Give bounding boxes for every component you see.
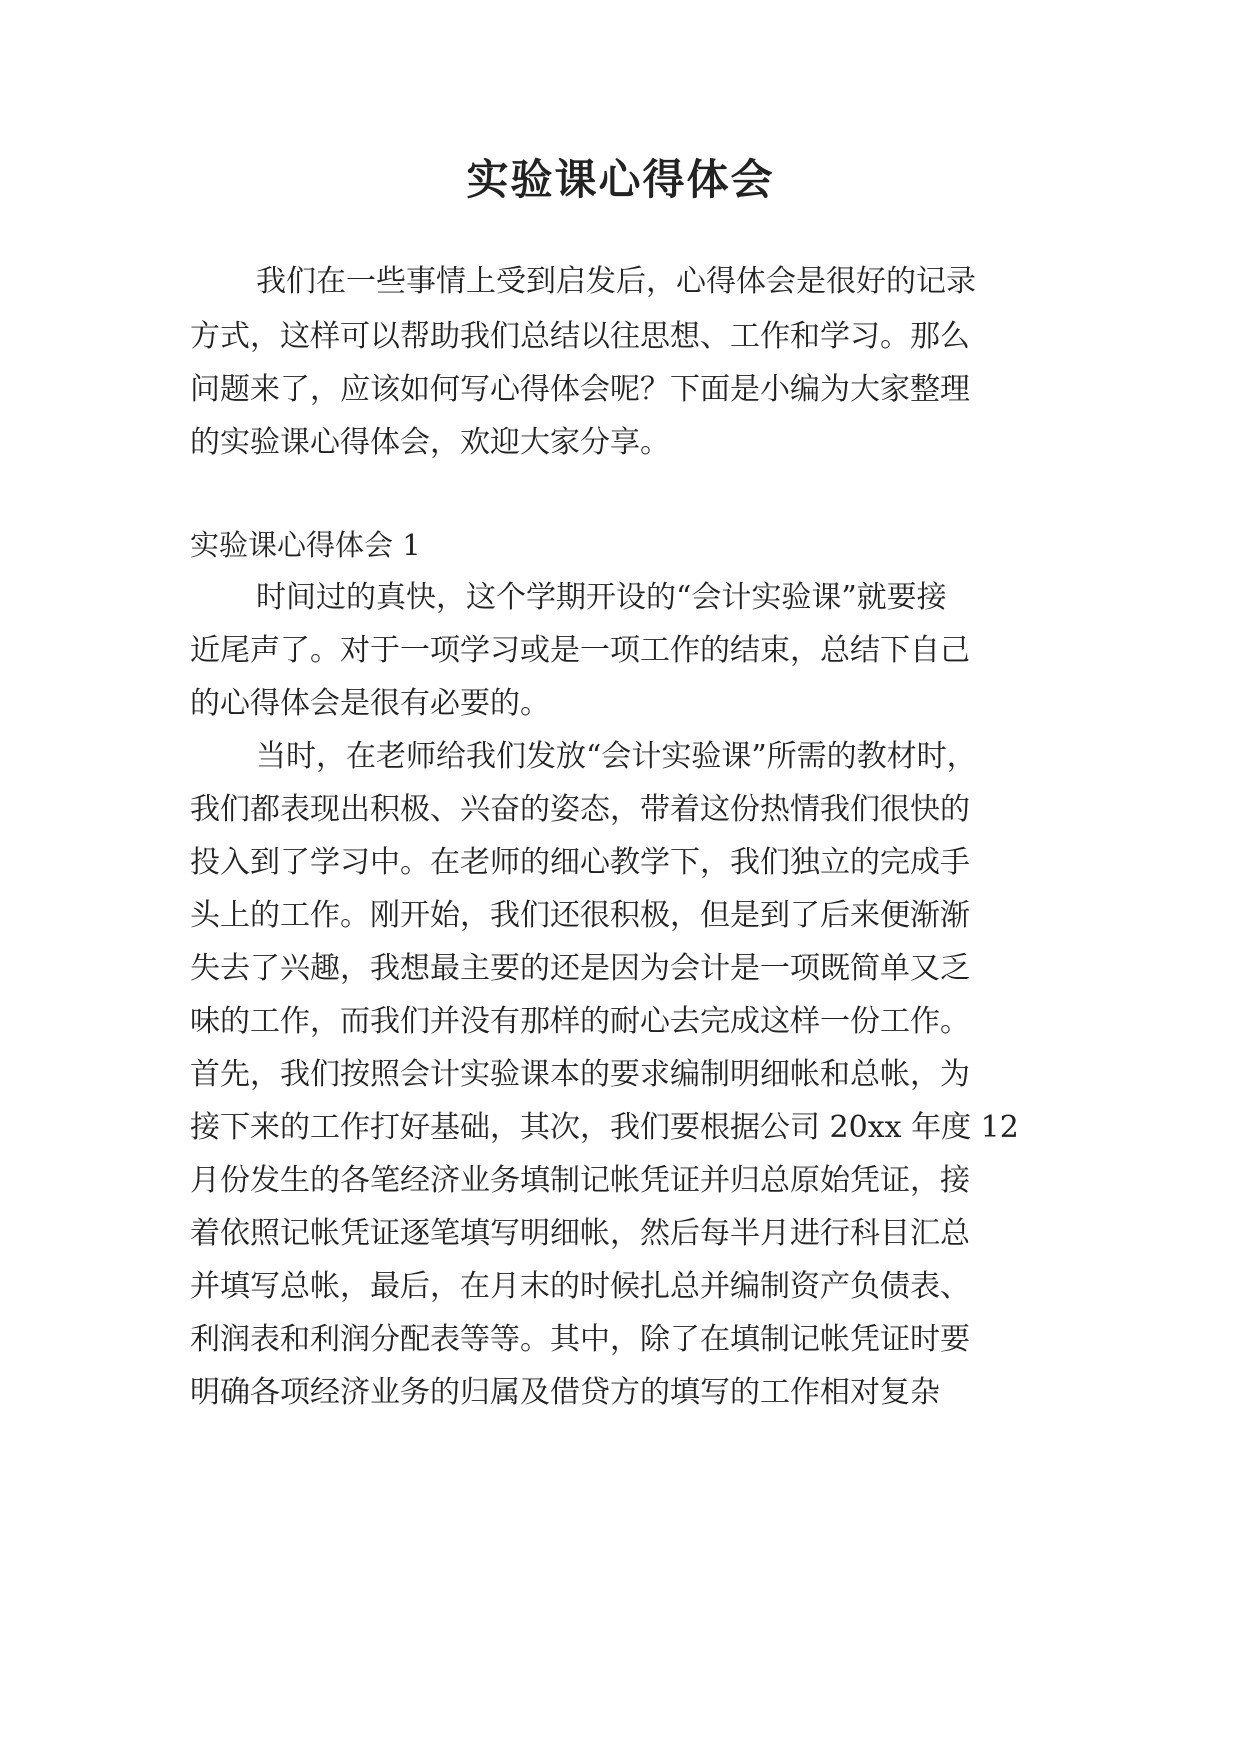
paragraph1-line-3: 的心得体会是很有必要的。 [190,686,550,721]
intro-line-4: 的实验课心得体会，欢迎大家分享。 [190,425,670,460]
paragraph2-line-2: 我们都表现出积极、兴奋的姿态，带着这份热情我们很快的 [190,792,970,827]
intro-line-2: 方式，这样可以帮助我们总结以往思想、工作和学习。那么 [190,319,970,354]
paragraph2-line-1: 当时，在老师给我们发放“会计实验课”所需的教材时， [256,739,977,774]
paragraph2-line-13: 明确各项经济业务的归属及借贷方的填写的工作相对复杂 [190,1375,940,1410]
paragraph2-line-6: 味的工作，而我们并没有那样的耐心去完成这样一份工作。 [190,1004,970,1039]
intro-line-1: 我们在一些事情上受到启发后，心得体会是很好的记录 [256,264,976,299]
paragraph1-line-1: 时间过的真快，这个学期开设的“会计实验课”就要接 [256,580,947,615]
paragraph2-line-9: 月份发生的各笔经济业务填制记帐凭证并归总原始凭证，接 [190,1163,970,1198]
paragraph2-line-8: 接下来的工作打好基础，其次，我们要根据公司 20xx 年度 12 [190,1110,1019,1145]
paragraph2-line-5: 失去了兴趣，我想最主要的还是因为会计是一项既简单又乏 [190,951,970,986]
paragraph2-line-7: 首先，我们按照会计实验课本的要求编制明细帐和总帐，为 [190,1057,970,1092]
document-title: 实验课心得体会 [466,155,775,204]
section-heading: 实验课心得体会 1 [190,528,421,562]
paragraph2-line-12: 利润表和利润分配表等等。其中，除了在填制记帐凭证时要 [190,1322,970,1357]
intro-line-3: 问题来了，应该如何写心得体会呢？下面是小编为大家整理 [190,372,970,407]
paragraph1-line-2: 近尾声了。对于一项学习或是一项工作的结束，总结下自己 [190,633,970,668]
paragraph2-line-11: 并填写总帐，最后，在月末的时候扎总并编制资产负债表、 [190,1269,970,1304]
paragraph2-line-3: 投入到了学习中。在老师的细心教学下，我们独立的完成手 [190,845,970,880]
paragraph2-line-4: 头上的工作。刚开始，我们还很积极，但是到了后来便渐渐 [190,898,970,933]
paragraph2-line-10: 着依照记帐凭证逐笔填写明细帐，然后每半月进行科目汇总 [190,1216,970,1251]
